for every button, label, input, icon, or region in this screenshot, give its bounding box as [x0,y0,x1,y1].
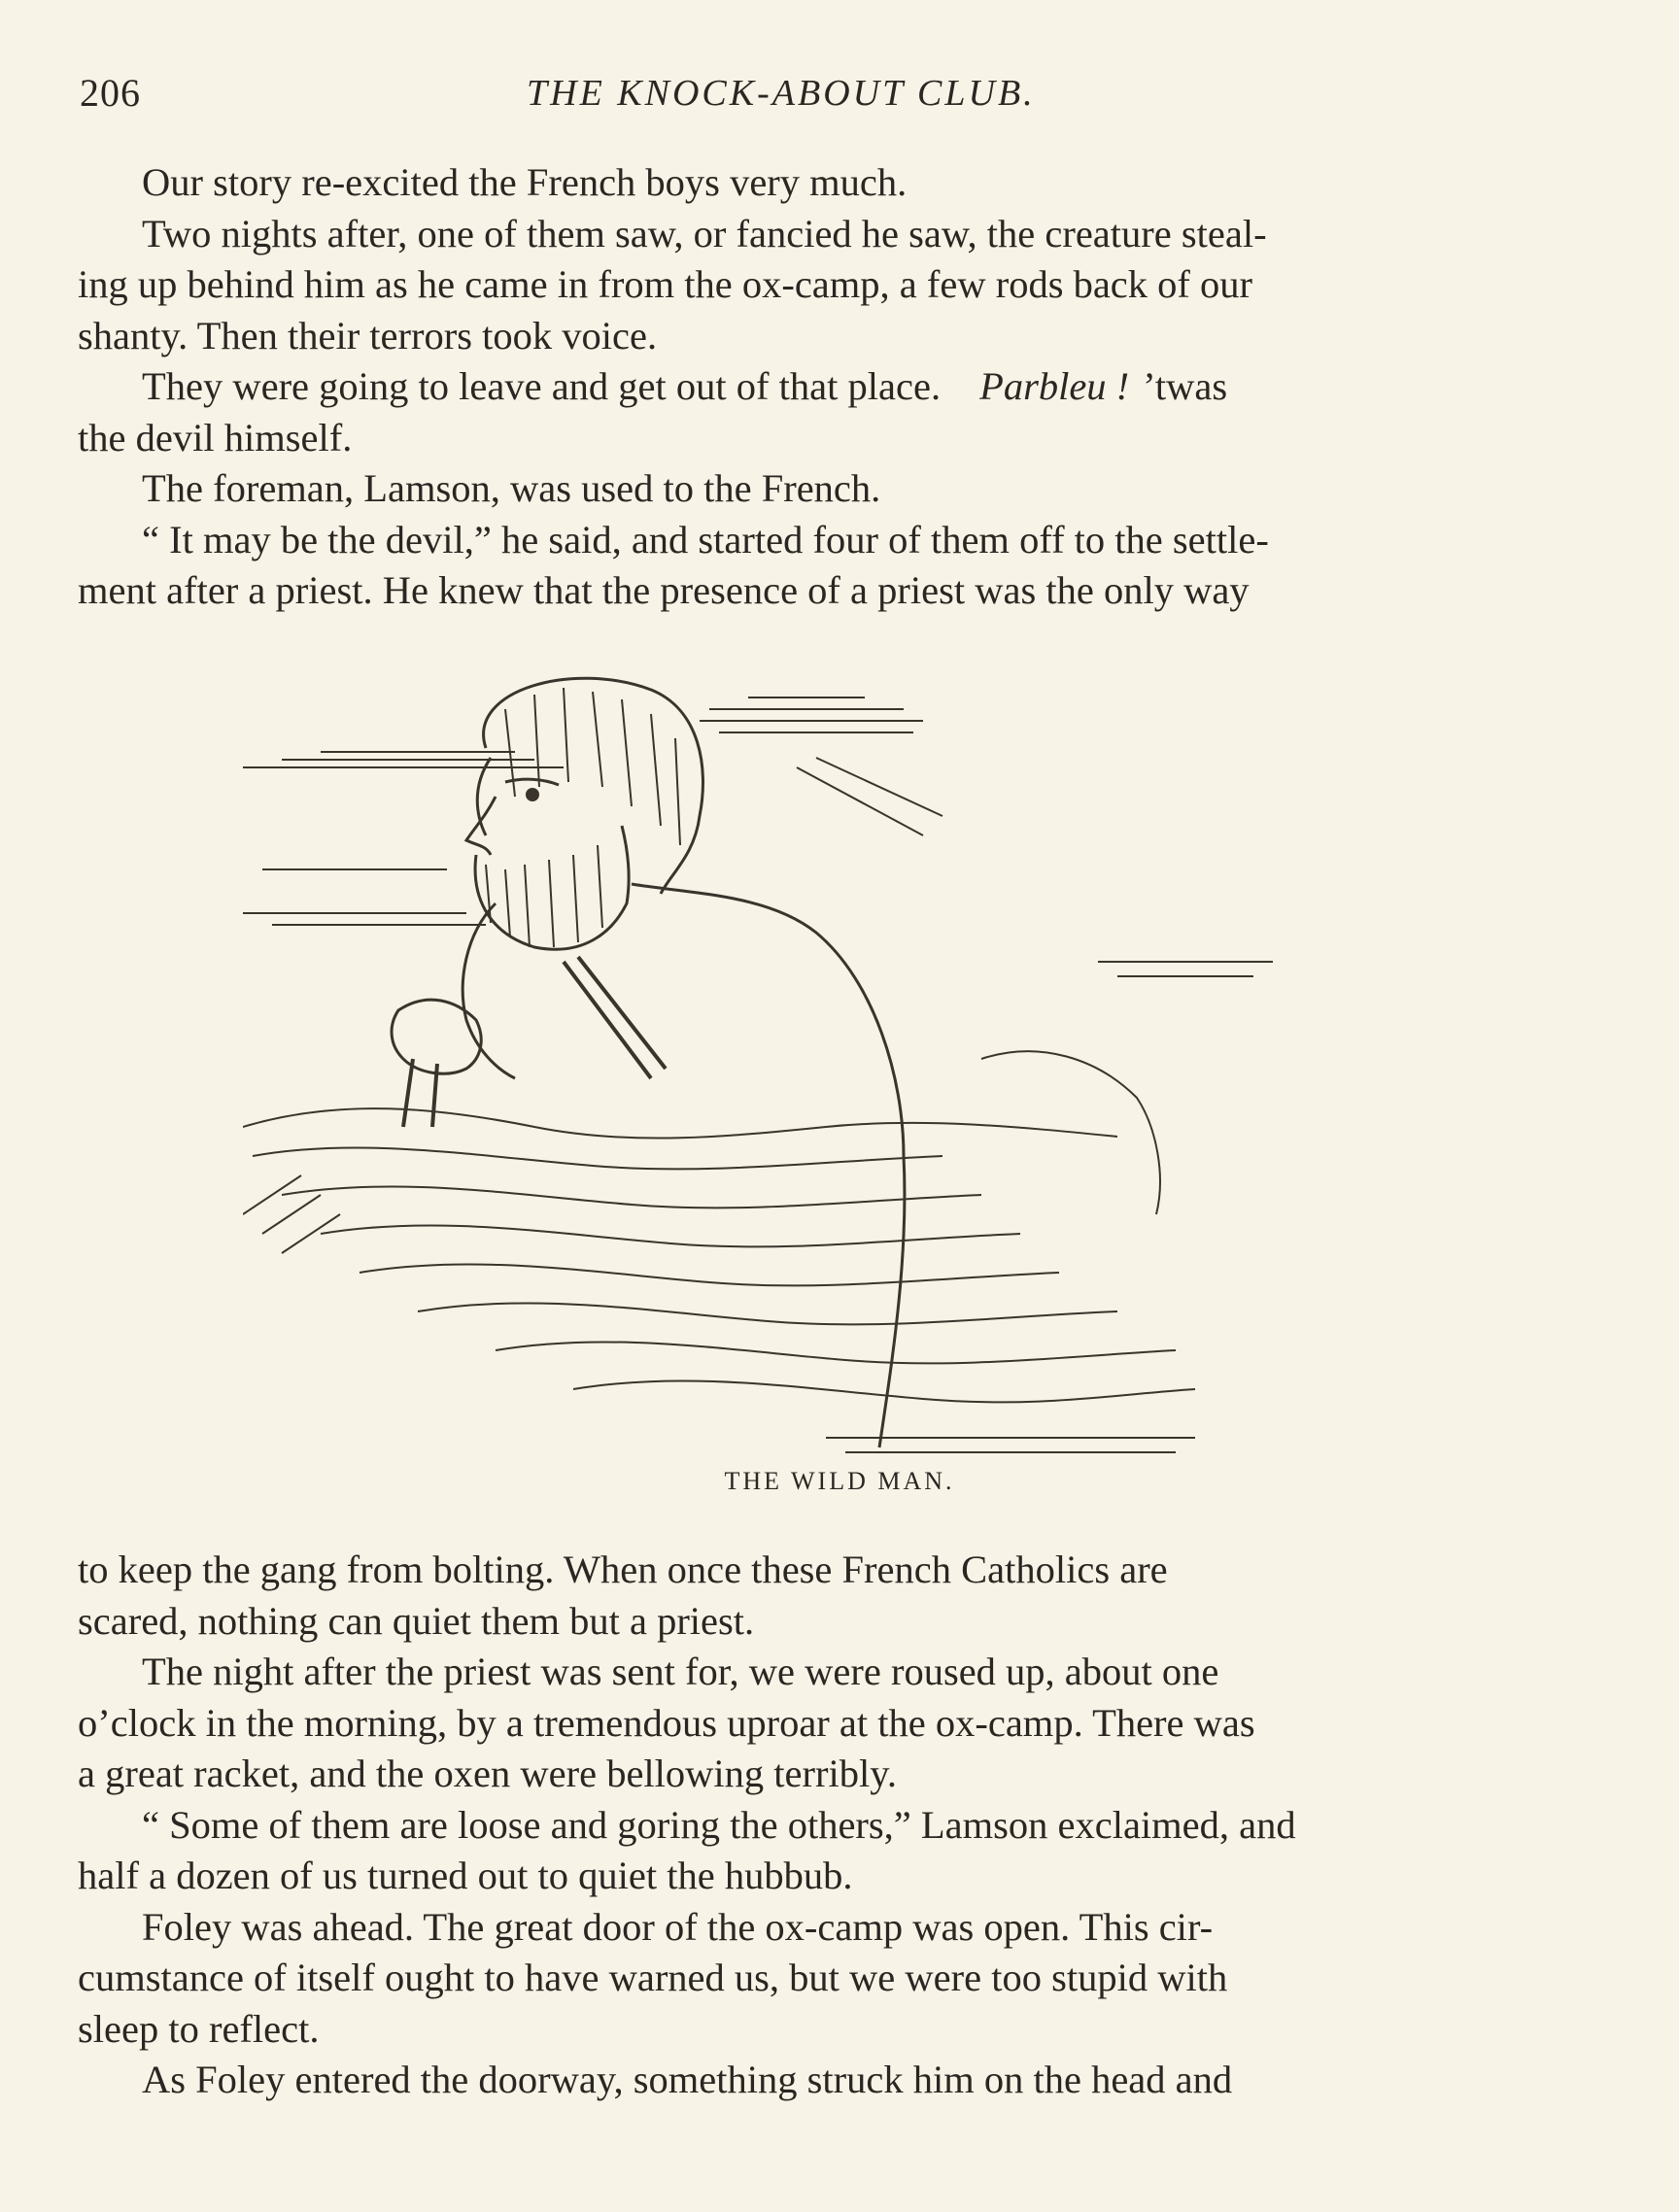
text-line: “ Some of them are loose and goring the others,” Lamson exclaimed, and [142,1802,1296,1847]
italic-phrase: Parbleu ! [979,364,1130,408]
text-line: Foley was ahead. The great door of the ox-camp was open. This cir- [142,1904,1214,1949]
page-header [80,70,1537,119]
text-line: sleep to reflect. [78,2006,320,2051]
text-block-top [78,157,1540,617]
text-line: ment after a priest. He knew that the presence of a priest was the only way [78,568,1250,612]
text-line: As Foley entered the doorway, something struck him on the head and [142,2058,1233,2101]
wild-man-illustration [243,670,1370,1467]
text-line: to keep the gang from bolting. When once these French Catholics are [78,1548,1168,1591]
figure-caption: THE WILD MAN. [724,1467,955,1495]
text-line: o’clock in the morning, by a tremendous uproar at the ox-camp. There was [78,1700,1255,1745]
running-head: THE KNOCK-ABOUT CLUB. [527,73,1036,114]
text-line: The foreman, Lamson, was used to the French. [142,466,881,510]
text-line: half a dozen of us turned out to quiet the hubbub. [78,1854,853,1897]
text-line: They were going to leave and get out of that place. Parbleu ! ’twas [78,361,1540,413]
page-number: 206 [80,71,141,115]
text-line: Our story re-excited the French boys very much. [142,160,908,204]
text-line: shanty. Then their terrors took voice. [78,313,658,357]
text-line: ing up behind him as he came in from the ox-camp, a few rods back of our [78,262,1253,306]
text-line: “ It may be the devil,” he said, and started four of them off to the settle- [142,517,1269,562]
text-line: Two nights after, one of them saw, or fancied he saw, the creature steal- [142,211,1267,255]
text-line: cumstance of itself ought to have warned us, but we were too stupid with [78,1956,1228,1999]
text-line: scared, nothing can quiet them but a priest. [78,1598,755,1643]
text-line: the devil himself. [78,415,353,459]
text-line: a great racket, and the oxen were bellowing terribly. [78,1752,898,1795]
text-block-bottom [78,1545,1540,2106]
text-line: The night after the priest was sent for, we were roused up, about one [142,1650,1219,1693]
